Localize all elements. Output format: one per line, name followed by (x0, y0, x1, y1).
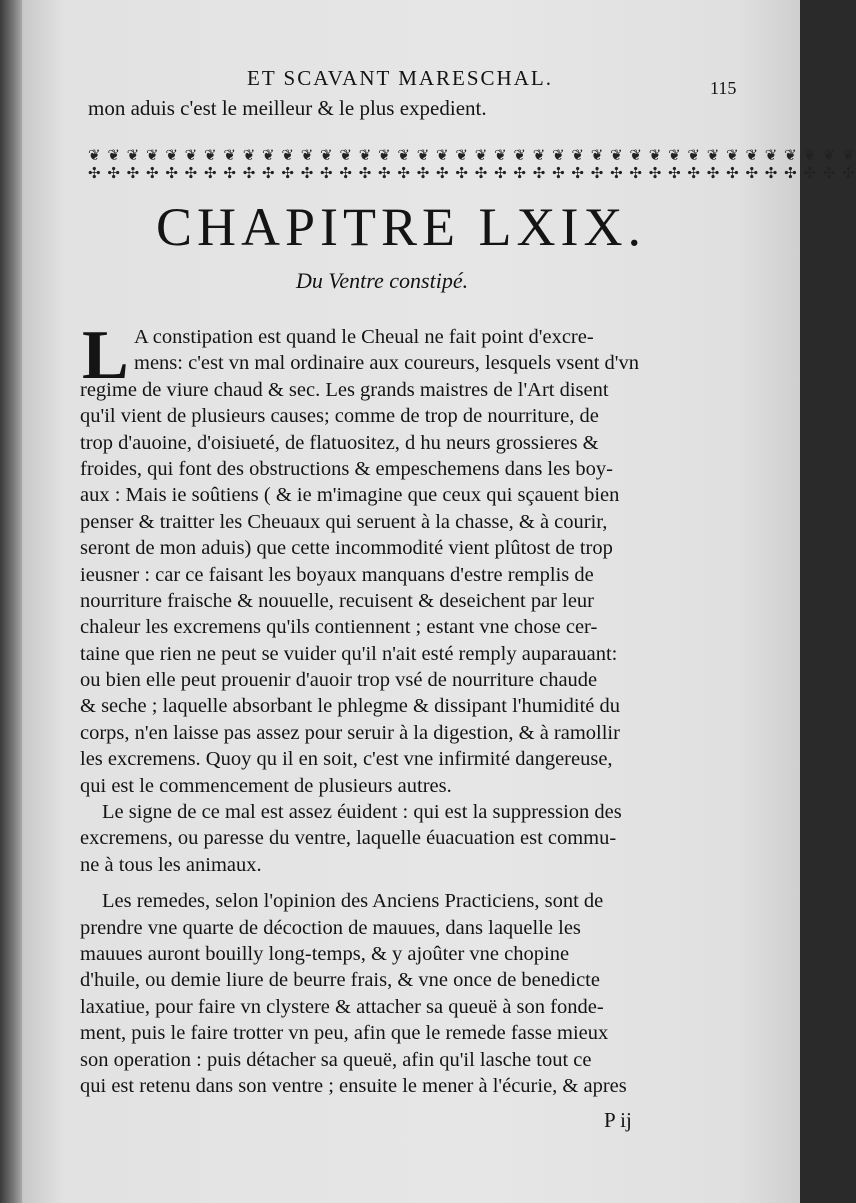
text-line: mens: c'est vn mal ordinaire aux coureurs, lesquels vsent d'vn (134, 352, 639, 375)
text-line: Le signe de ce mal est assez éuident : qui est la suppression des (102, 801, 622, 824)
page-number: 115 (710, 78, 737, 98)
decorative-headpiece-ornament (88, 146, 856, 190)
text-line: corps, n'en laisse pas assez pour seruir à la digestion, & à ramollir (80, 721, 620, 744)
signature-mark: P ij (604, 1108, 632, 1132)
text-line: aux : Mais ie soûtiens ( & ie m'imagine que ceux qui sçauent bien (80, 484, 620, 507)
chapter-subtitle: Du Ventre constipé. (296, 268, 469, 293)
text-line: prendre vne quarte de décoction de mauues, dans laquelle les (80, 916, 581, 939)
text-line: ou bien elle peut prouenir d'auoir trop vsé de nourriture chaude (80, 669, 598, 692)
text-line: mauues auront bouilly long-temps, & y ajoûter vne chopine (80, 942, 570, 965)
text-line: regime de viure chaud & sec. Les grands maistres de l'Art disent (80, 378, 609, 401)
text-line: laxatiue, pour faire vn clystere & attacher sa queuë à son fonde- (80, 995, 604, 1018)
page-gutter-shadow (0, 0, 22, 1203)
text-line: son operation : puis détacher sa queuë, afin qu'il lasche tout ce (80, 1048, 592, 1071)
text-line: taine que rien ne peut se vuider qu'il n'ait esté remply auparauant: (80, 642, 618, 665)
text-line: qui est retenu dans son ventre ; ensuite le mener à l'écurie, & apres (80, 1074, 627, 1097)
text-line: seront de mon aduis) que cette incommodité vient plûtost de trop (80, 537, 613, 560)
text-line: penser & traitter les Cheuaux qui seruent à la chasse, & à courir, (80, 510, 608, 533)
text-line: Les remedes, selon l'opinion des Anciens Practiciens, sont de (102, 890, 604, 913)
text-line: chaleur les excremens qu'ils contiennent ; estant vne chose cer- (80, 616, 598, 639)
text-line: trop d'auoine, d'oisiueté, de flatuositez, d hu neurs grossieres & (80, 431, 599, 454)
text-line: nourriture fraische & nouuelle, recuisent & deseichent par leur (80, 589, 595, 612)
text-line: les excremens. Quoy qu il en soit, c'est vne infirmité dangereuse, (80, 748, 613, 771)
text-line: ment, puis le faire trotter vn peu, afin que le remede fasse mieux (80, 1022, 609, 1045)
ornament-row-bottom: ✣ ✣ ✣ ✣ ✣ ✣ ✣ ✣ ✣ ✣ ✣ ✣ ✣ ✣ ✣ ✣ ✣ ✣ ✣ ✣ ✣ ✣ ✣ ✣ ✣ ✣ ✣ ✣ ✣ ✣ ✣ ✣ ✣ ✣ ✣ ✣ ✣ ✣ ✣ ✣ (88, 164, 856, 182)
paragraph-gap (80, 878, 746, 888)
text-line: qu'il vient de plusieurs causes; comme de trop de nourriture, de (80, 405, 599, 428)
ornament-row-top: ❦ ❦ ❦ ❦ ❦ ❦ ❦ ❦ ❦ ❦ ❦ ❦ ❦ ❦ ❦ ❦ ❦ ❦ ❦ ❦ ❦ ❦ ❦ ❦ ❦ ❦ ❦ ❦ ❦ ❦ ❦ ❦ ❦ ❦ ❦ ❦ ❦ ❦ ❦ ❦ (88, 146, 856, 164)
body-text (80, 317, 746, 1099)
text-line: & seche ; laquelle absorbant le phlegme & dissipant l'humidité du (80, 695, 620, 718)
text-line: A constipation est quand le Cheual ne fait point d'excre- (134, 326, 594, 348)
text-line: d'huile, ou demie liure de beurre frais, & vne once de benedicte (80, 969, 600, 992)
chapter-title: CHAPITRE LXIX. (156, 197, 646, 257)
drop-cap-initial: L (82, 317, 129, 394)
running-head: ET SCAVANT MARESCHAL. (247, 66, 553, 90)
text-line: qui est le commencement de plusieurs autres. (80, 774, 452, 797)
carry-over-line: mon aduis c'est le meilleur & le plus expedient. (88, 96, 487, 120)
text-line: excremens, ou paresse du ventre, laquelle éuacuation est commu- (80, 827, 617, 850)
text-line: ieusner : car ce faisant les boyaux manquans d'estre remplis de (80, 563, 594, 586)
text-line: ne à tous les animaux. (80, 853, 262, 876)
text-line: froides, qui font des obstructions & empeschemens dans les boy- (80, 457, 613, 480)
